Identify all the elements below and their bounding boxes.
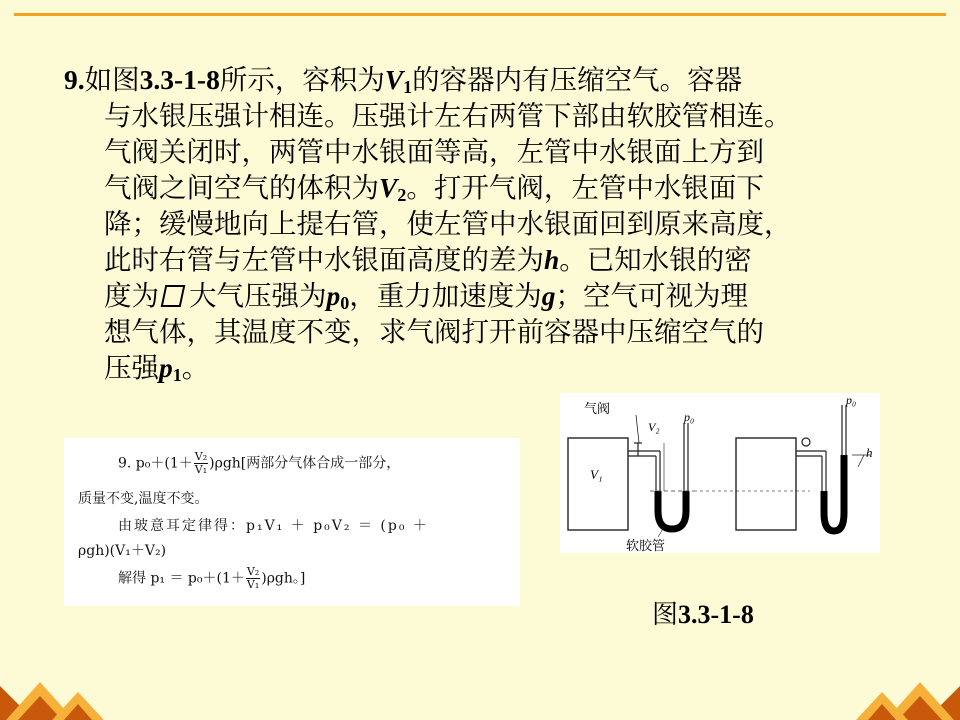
problem-line-1 <box>64 62 904 98</box>
text-span: 度为 <box>104 280 159 312</box>
problem-text <box>64 62 904 386</box>
fraction <box>194 451 208 476</box>
valve-leader <box>636 415 639 443</box>
text-span: 大气压强为 <box>189 280 327 312</box>
var-h: h <box>544 244 560 275</box>
answer-row-2: 质量不变,温度不变。 <box>78 491 209 507</box>
text-span: 。 <box>181 352 210 384</box>
text-span: 气阀之间空气的体积为 <box>104 172 379 204</box>
answer-text: )ρgh[两部分气体合成一部分， <box>209 455 401 472</box>
answer-row-5 <box>118 566 305 591</box>
text-span: 如图 <box>84 64 140 96</box>
v2-label: V₂ <box>648 420 660 434</box>
figure-caption <box>652 594 754 631</box>
var-g: g <box>541 280 556 311</box>
subscript: 1 <box>403 77 413 97</box>
var-p1: p <box>159 352 173 383</box>
p0-label-right: p₀ <box>846 393 857 407</box>
valve-label: 气阀 <box>584 402 611 417</box>
var-v1: V <box>384 64 404 95</box>
text-span: 。已知水银的密 <box>559 244 752 276</box>
manometer-diagram <box>560 393 880 553</box>
problem-line-3: 气阀关闭时，两管中水银面等高，左管中水银面上方到 <box>104 136 764 168</box>
mercury-u-right <box>824 455 844 531</box>
answer-text: 解得 p₁ ＝ p₀＋(1＋ <box>118 570 245 587</box>
text-span: 所示，容积为 <box>219 64 385 96</box>
container-left <box>568 438 628 530</box>
subscript: 0 <box>340 293 350 313</box>
problem-line-4 <box>64 170 904 206</box>
subscript: 1 <box>172 365 182 385</box>
container-right <box>736 438 796 530</box>
problem-line-9 <box>64 350 904 386</box>
corner-decoration-left <box>0 676 110 720</box>
fraction <box>246 566 260 591</box>
fraction-denominator: V₁ <box>246 578 260 591</box>
h-label: h <box>866 445 873 460</box>
figure-manometer <box>560 393 880 553</box>
caption-prefix: 图 <box>652 600 679 630</box>
text-span: ；空气可视为理 <box>555 280 748 312</box>
problem-line-8: 想气体，其温度不变，求气阀打开前容器中压缩空气的 <box>104 316 764 348</box>
figure-ref: 3.3-1-8 <box>139 64 220 95</box>
missing-glyph-icon <box>161 285 186 307</box>
h-leader <box>858 455 864 467</box>
valve-open-icon <box>802 438 810 446</box>
answer-row-3: 由玻意耳定律得：p₁V₁ ＋ p₀V₂ ＝ (p₀ ＋ <box>118 518 429 534</box>
answer-box <box>64 438 520 606</box>
mercury-u-left <box>658 491 686 529</box>
var-p0: p <box>326 280 341 311</box>
answer-text: 9. p₀＋(1＋ <box>118 455 193 472</box>
text-span: ，重力加速度为 <box>349 280 542 312</box>
problem-line-7 <box>64 278 904 314</box>
top-rule <box>14 13 946 16</box>
fraction-numerator: V₂ <box>246 565 260 578</box>
text-span: 的容器内有压缩空气。容器 <box>412 64 743 96</box>
answer-text: )ρgh。] <box>261 570 306 587</box>
problem-line-6 <box>64 242 904 278</box>
text-span: 此时右管与左管中水银面高度的差为 <box>104 244 544 276</box>
problem-line-2: 与水银压强计相连。压强计左右两管下部由软胶管相连。 <box>104 100 792 132</box>
corner-decoration-right <box>850 676 960 720</box>
answer-row-4: ρgh)(V₁＋V₂) <box>78 543 167 559</box>
var-v2: V <box>379 172 398 203</box>
v1-label: V₁ <box>590 467 603 482</box>
text-span: 压强 <box>104 352 159 384</box>
problem-number: 9. <box>64 64 85 95</box>
tube-label: 软胶管 <box>626 539 666 553</box>
text-span: 。打开气阀，左管中水银面下 <box>406 172 764 204</box>
fraction-numerator: V₂ <box>194 450 208 463</box>
problem-line-5: 降；缓慢地向上提右管，使左管中水银面回到原来高度， <box>104 208 792 240</box>
caption-number: 3.3-1-8 <box>678 600 754 629</box>
p0-label: p₀ <box>684 410 695 424</box>
answer-row-1 <box>118 451 400 476</box>
fraction-denominator: V₁ <box>194 463 208 476</box>
subscript: 2 <box>397 185 407 205</box>
